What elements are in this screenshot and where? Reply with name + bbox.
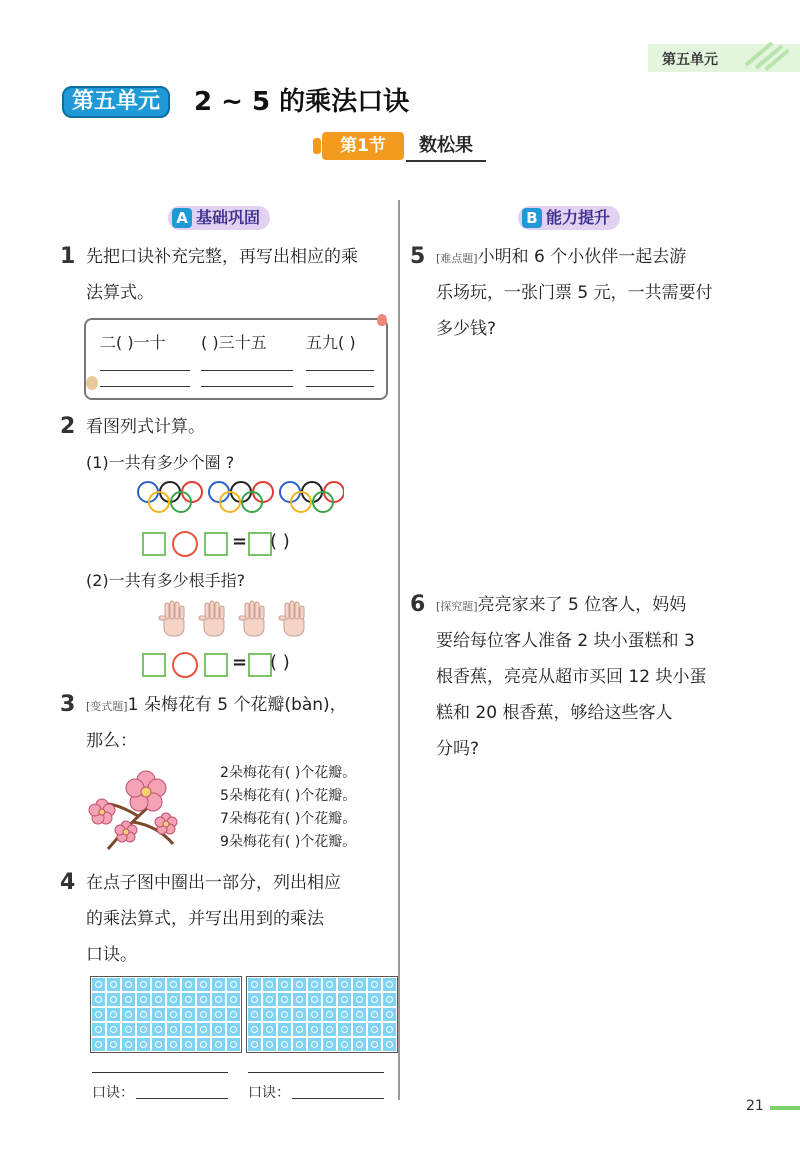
grid-dot[interactable] (263, 978, 276, 991)
strawberry-icon (377, 314, 387, 326)
question-number: 4 (60, 870, 76, 895)
grid-dot[interactable] (248, 1008, 261, 1021)
question-number: 3 (60, 692, 76, 717)
question-text (436, 240, 686, 276)
grid-dot[interactable] (383, 1008, 396, 1021)
grid-dot[interactable] (368, 1038, 381, 1051)
grid-dot[interactable] (107, 1023, 120, 1036)
grid-dot[interactable] (383, 1023, 396, 1036)
sub-question: (2)一共有多少根手指? (86, 571, 246, 590)
grid-dot[interactable] (227, 978, 240, 991)
equation-box[interactable] (248, 532, 272, 556)
grid-dot[interactable] (278, 978, 291, 991)
question-tag: [难点题] (436, 252, 478, 265)
rabbit-icon (86, 376, 98, 390)
grid-dot[interactable] (212, 1008, 225, 1021)
section-title: 数松果 (406, 132, 486, 162)
grid-dot[interactable] (107, 1008, 120, 1021)
grid-dot[interactable] (92, 993, 105, 1006)
grid-dot[interactable] (248, 1038, 261, 1051)
grid-dot[interactable] (152, 993, 165, 1006)
flower-icon (89, 771, 177, 842)
page-number-bar (770, 1106, 800, 1110)
answer-line[interactable] (306, 386, 374, 387)
grid-dot[interactable] (197, 1038, 210, 1051)
grid-dot[interactable] (167, 1038, 180, 1051)
column-letter-icon: B (522, 208, 542, 228)
grid-dot[interactable] (323, 1038, 336, 1051)
question-number: 2 (60, 414, 76, 439)
grid-dot[interactable] (152, 1038, 165, 1051)
section-tab-notch (313, 138, 321, 154)
fill-in-line[interactable]: 7朵梅花有( )个花瓣。 (220, 811, 357, 827)
answer-line[interactable] (248, 1072, 384, 1073)
question-text: 看图列式计算。 (86, 417, 205, 437)
grid-dot[interactable] (227, 993, 240, 1006)
hand-icon (279, 601, 304, 636)
answer-line[interactable] (201, 386, 293, 387)
grid-dot[interactable] (278, 1008, 291, 1021)
grid-dot[interactable] (368, 993, 381, 1006)
answer-line[interactable] (100, 370, 190, 371)
grid-dot[interactable] (212, 1023, 225, 1036)
question-text (436, 588, 686, 624)
hand-icon (199, 601, 224, 636)
grid-dot[interactable] (167, 978, 180, 991)
page-title: 2 ~ 5 的乘法口诀 (194, 87, 410, 117)
operator-circle[interactable] (172, 652, 198, 678)
operator-circle[interactable] (172, 531, 198, 557)
grid-dot[interactable] (212, 978, 225, 991)
question-number: 6 (410, 592, 426, 617)
question-text: 多少钱? (436, 319, 497, 339)
equals-sign: = (232, 652, 248, 673)
grid-dot[interactable] (263, 1038, 276, 1051)
grid-dot[interactable] (383, 978, 396, 991)
grid-dot[interactable] (92, 1008, 105, 1021)
grid-dot[interactable] (338, 978, 351, 991)
equation-box[interactable] (248, 653, 272, 677)
grid-dot[interactable] (107, 1038, 120, 1051)
sub-question: (1)一共有多少个圈 ? (86, 453, 235, 472)
formula-item: ( )三十五 (201, 333, 267, 352)
grid-dot[interactable] (353, 978, 366, 991)
equation-box[interactable] (142, 653, 166, 677)
unit-badge: 第五单元 (62, 86, 170, 118)
grid-dot[interactable] (92, 1023, 105, 1036)
grid-dot[interactable] (182, 1023, 195, 1036)
formula-item: 二( )一十 (100, 333, 166, 352)
answer-line[interactable] (201, 370, 293, 371)
grid-dot[interactable] (353, 1008, 366, 1021)
grid-dot[interactable] (212, 993, 225, 1006)
grid-dot[interactable] (152, 1008, 165, 1021)
grid-dot[interactable] (368, 1023, 381, 1036)
grid-dot[interactable] (122, 1038, 135, 1051)
column-header-advanced (518, 206, 620, 230)
question-number: 1 (60, 244, 76, 269)
grid-dot[interactable] (263, 1023, 276, 1036)
grid-dot[interactable] (197, 1023, 210, 1036)
grid-dot[interactable] (278, 1023, 291, 1036)
question-body: 1 朵梅花有 5 个花瓣(bàn)， (127, 695, 347, 715)
answer-line[interactable] (136, 1098, 228, 1099)
grid-dot[interactable] (182, 1008, 195, 1021)
question-tag: [变式题] (86, 700, 128, 713)
grid-dot[interactable] (122, 1008, 135, 1021)
equation-box[interactable] (204, 653, 228, 677)
answer-line[interactable] (292, 1098, 384, 1099)
grid-dot[interactable] (293, 978, 306, 991)
grid-dot[interactable] (107, 978, 120, 991)
grid-dot[interactable] (122, 993, 135, 1006)
grid-dot[interactable] (167, 993, 180, 1006)
question-text: 法算式。 (86, 283, 154, 303)
grid-dot[interactable] (308, 993, 321, 1006)
question-text (86, 688, 347, 724)
formula-item: 五九( ) (306, 333, 356, 352)
question-text: 的乘法算式，并写出用到的乘法 (86, 909, 324, 929)
grid-dot[interactable] (197, 978, 210, 991)
grid-dot[interactable] (293, 1008, 306, 1021)
grid-dot[interactable] (338, 1008, 351, 1021)
question-text: 分吗? (436, 739, 480, 759)
grid-dot[interactable] (92, 1038, 105, 1051)
question-text: 在点子图中圈出一部分，列出相应 (86, 873, 341, 893)
grid-dot[interactable] (107, 993, 120, 1006)
grid-dot[interactable] (368, 1008, 381, 1021)
grid-dot[interactable] (263, 1008, 276, 1021)
equals-sign: = (232, 531, 248, 552)
grid-dot[interactable] (122, 978, 135, 991)
page-number: 21 (746, 1098, 764, 1114)
grid-dot[interactable] (167, 1023, 180, 1036)
grid-dot[interactable] (308, 1023, 321, 1036)
grid-dot[interactable] (137, 1008, 150, 1021)
grid-dot[interactable] (353, 1038, 366, 1051)
grid-dot[interactable] (137, 978, 150, 991)
grid-dot[interactable] (197, 993, 210, 1006)
olympic-rings-figure (134, 480, 344, 516)
grid-dot[interactable] (137, 1023, 150, 1036)
grid-dot[interactable] (383, 993, 396, 1006)
hands-figure (158, 600, 318, 640)
unit-header-text: 第五单元 (662, 52, 718, 68)
question-text: 先把口诀补充完整，再写出相应的乘 (86, 247, 358, 267)
grid-dot[interactable] (278, 993, 291, 1006)
mnemonic-label: 口诀： (92, 1085, 134, 1101)
question-text: 根香蕉，亮亮从超市买回 12 块小蛋 (436, 667, 707, 687)
dot-grid[interactable] (246, 976, 398, 1053)
grid-dot[interactable] (248, 978, 261, 991)
question-body: 小明和 6 个小伙伴一起去游 (477, 247, 687, 267)
grid-dot[interactable] (368, 978, 381, 991)
grid-dot[interactable] (137, 1038, 150, 1051)
grid-dot[interactable] (353, 993, 366, 1006)
grid-dot[interactable] (167, 1008, 180, 1021)
grid-dot[interactable] (182, 1038, 195, 1051)
unit-paren[interactable]: ( ) (270, 531, 290, 552)
question-text: 那么： (86, 731, 137, 751)
grid-dot[interactable] (227, 1008, 240, 1021)
grid-dot[interactable] (323, 993, 336, 1006)
grid-dot[interactable] (308, 978, 321, 991)
question-number: 5 (410, 244, 426, 269)
grid-dot[interactable] (293, 1038, 306, 1051)
flower-question-list (220, 762, 356, 854)
grid-dot[interactable] (353, 1023, 366, 1036)
equation-box[interactable] (142, 532, 166, 556)
grid-dot[interactable] (152, 1023, 165, 1036)
grid-dot[interactable] (263, 993, 276, 1006)
grid-dot[interactable] (338, 1038, 351, 1051)
grid-dot[interactable] (227, 1038, 240, 1051)
equation-box[interactable] (204, 532, 228, 556)
grid-dot[interactable] (137, 993, 150, 1006)
hand-icon (239, 601, 264, 636)
grid-dot[interactable] (122, 1023, 135, 1036)
column-label: 能力提升 (546, 208, 611, 227)
grid-dot[interactable] (212, 1038, 225, 1051)
grid-dot[interactable] (323, 978, 336, 991)
column-label: 基础巩固 (196, 208, 261, 227)
plum-blossom-figure (88, 764, 188, 854)
grid-dot[interactable] (278, 1038, 291, 1051)
grid-dot[interactable] (293, 1023, 306, 1036)
grid-dot[interactable] (338, 1023, 351, 1036)
fill-in-line[interactable]: 2朵梅花有( )个花瓣。 (220, 765, 357, 781)
grid-dot[interactable] (182, 978, 195, 991)
grid-dot[interactable] (338, 993, 351, 1006)
grid-dot[interactable] (323, 1008, 336, 1021)
hand-icon (159, 601, 184, 636)
grid-dot[interactable] (152, 978, 165, 991)
question-text: 口诀。 (86, 945, 137, 965)
unit-paren[interactable]: ( ) (270, 652, 290, 673)
answer-line[interactable] (92, 1072, 228, 1073)
fill-in-line[interactable]: 9朵梅花有( )个花瓣。 (220, 834, 357, 850)
question-text: 糕和 20 根香蕉，够给这些客人 (436, 703, 673, 723)
column-divider (398, 200, 400, 1100)
column-letter-icon: A (172, 208, 192, 228)
question-text: 要给每位客人准备 2 块小蛋糕和 3 (436, 631, 695, 651)
answer-line[interactable] (100, 386, 190, 387)
dot-grid[interactable] (90, 976, 242, 1053)
question-body: 亮亮家来了 5 位客人，妈妈 (477, 595, 687, 615)
grid-dot[interactable] (308, 1038, 321, 1051)
section-badge: 第1节 (322, 132, 404, 160)
grid-dot[interactable] (323, 1023, 336, 1036)
question-tag: [探究题] (436, 600, 478, 613)
grid-dot[interactable] (383, 1038, 396, 1051)
grid-dot[interactable] (248, 1023, 261, 1036)
mnemonic-label: 口诀： (248, 1085, 290, 1101)
rings-group (138, 482, 202, 512)
grid-dot[interactable] (308, 1008, 321, 1021)
grid-dot[interactable] (92, 978, 105, 991)
answer-line[interactable] (306, 370, 374, 371)
grid-dot[interactable] (248, 993, 261, 1006)
fill-in-line[interactable]: 5朵梅花有( )个花瓣。 (220, 788, 357, 804)
question-text: 乐场玩，一张门票 5 元，一共需要付 (436, 283, 713, 303)
grid-dot[interactable] (182, 993, 195, 1006)
column-header-basic (168, 206, 270, 230)
grid-dot[interactable] (293, 993, 306, 1006)
grid-dot[interactable] (197, 1008, 210, 1021)
grid-dot[interactable] (227, 1023, 240, 1036)
